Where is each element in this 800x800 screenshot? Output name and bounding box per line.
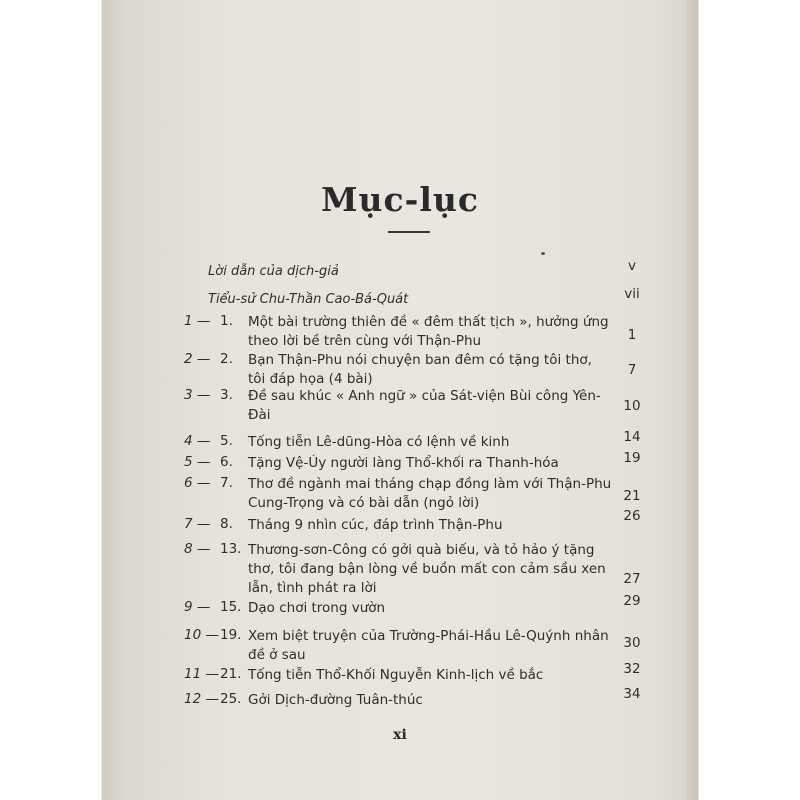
entry-index: 8 —: [184, 541, 211, 557]
entry-text: Tháng 9 nhìn cúc, đáp trình Thận-Phu: [248, 517, 503, 533]
entry-ref: 7.: [220, 475, 233, 491]
entry-text: Một bài trường thiên đề « đêm thất tịch », hưởng ứng theo lời bề trên cùng với Thận-Phu: [248, 314, 609, 349]
folio-number: xi: [393, 727, 407, 743]
entry-ref: 3.: [220, 387, 233, 403]
entry-ref: 8.: [220, 516, 233, 532]
entry-index: 3 —: [184, 387, 211, 403]
entry-index: 10 —: [184, 627, 219, 643]
entry-ref: 6.: [220, 454, 233, 470]
entry-ref: 5.: [220, 433, 233, 449]
entry-index: 9 —: [184, 599, 211, 615]
entry-text: Tống tiễn Lê-dũng-Hòa có lệnh về kinh: [248, 434, 510, 450]
entry-index: 1 —: [184, 313, 211, 329]
entry-text: Xem biệt truyện của Trường-Phái-Hầu Lê-Quýnh nhân đề ở sau: [248, 628, 609, 663]
entry-ref: 21.: [220, 666, 242, 682]
entry-text: Tặng Vệ-Úy người làng Thổ-khối ra Thanh-hóa: [248, 455, 559, 471]
page-number: 30: [623, 635, 641, 651]
entry-index: 2 —: [184, 351, 211, 367]
entry-index: 6 —: [184, 475, 211, 491]
entry-ref: 2.: [220, 351, 233, 367]
entry-ref: 13.: [220, 541, 242, 557]
page-number: vii: [624, 286, 640, 302]
entry-index: 7 —: [184, 516, 211, 532]
page-number: v: [628, 258, 636, 274]
page-number: 34: [623, 686, 641, 702]
entry-text: Lời dẫn của dịch-giả: [208, 264, 339, 279]
entry-text: Thương-sơn-Công có gởi quà biếu, và tỏ hảo ý tặng thơ, tôi đang bận lòng về buồn mất con cảm sầu xen lẫn, tình phát ra lời: [248, 542, 606, 596]
page-number: 29: [623, 593, 641, 609]
page-number: 10: [623, 398, 641, 414]
entry-text: Gởi Dịch-đường Tuân-thúc: [248, 692, 423, 708]
page-number: 26: [623, 508, 641, 524]
entry-index: 5 —: [184, 454, 211, 470]
page-number: 21: [623, 488, 641, 504]
entry-text: Tiểu-sử Chu-Thần Cao-Bá-Quát: [208, 292, 409, 307]
page-number: 1: [627, 327, 637, 343]
page-number: 7: [627, 362, 637, 378]
entry-ref: 19.: [220, 627, 242, 643]
entry-ref: 15.: [220, 599, 242, 615]
page-title: Mục-lục: [321, 180, 479, 219]
entry-text: Dạo chơi trong vườn: [248, 600, 386, 616]
entry-index: 12 —: [184, 691, 219, 707]
entry-index: 4 —: [184, 433, 211, 449]
entry-index: 11 —: [184, 666, 219, 682]
page-number: 32: [623, 661, 641, 677]
entry-text: Đề sau khúc « Anh ngữ » của Sát-viện Bùi công Yên-Đài: [248, 388, 601, 423]
page-number: 19: [623, 450, 641, 466]
page-number: 27: [623, 571, 641, 587]
entry-text: Thơ đề ngành mai tháng chạp đồng làm với Thận-Phu Cung-Trọng và có bài dẫn (ngỏ lời): [248, 476, 612, 511]
page-number: 14: [623, 429, 641, 445]
entry-text: Tống tiễn Thổ-Khối Nguyễn Kinh-lịch về bắc: [248, 667, 544, 683]
entry-text: Bạn Thận-Phu nói chuyện ban đêm có tặng tôi thơ, tôi đáp họa (4 bài): [248, 352, 592, 387]
entry-ref: 1.: [220, 313, 233, 329]
entry-ref: 25.: [220, 691, 242, 707]
